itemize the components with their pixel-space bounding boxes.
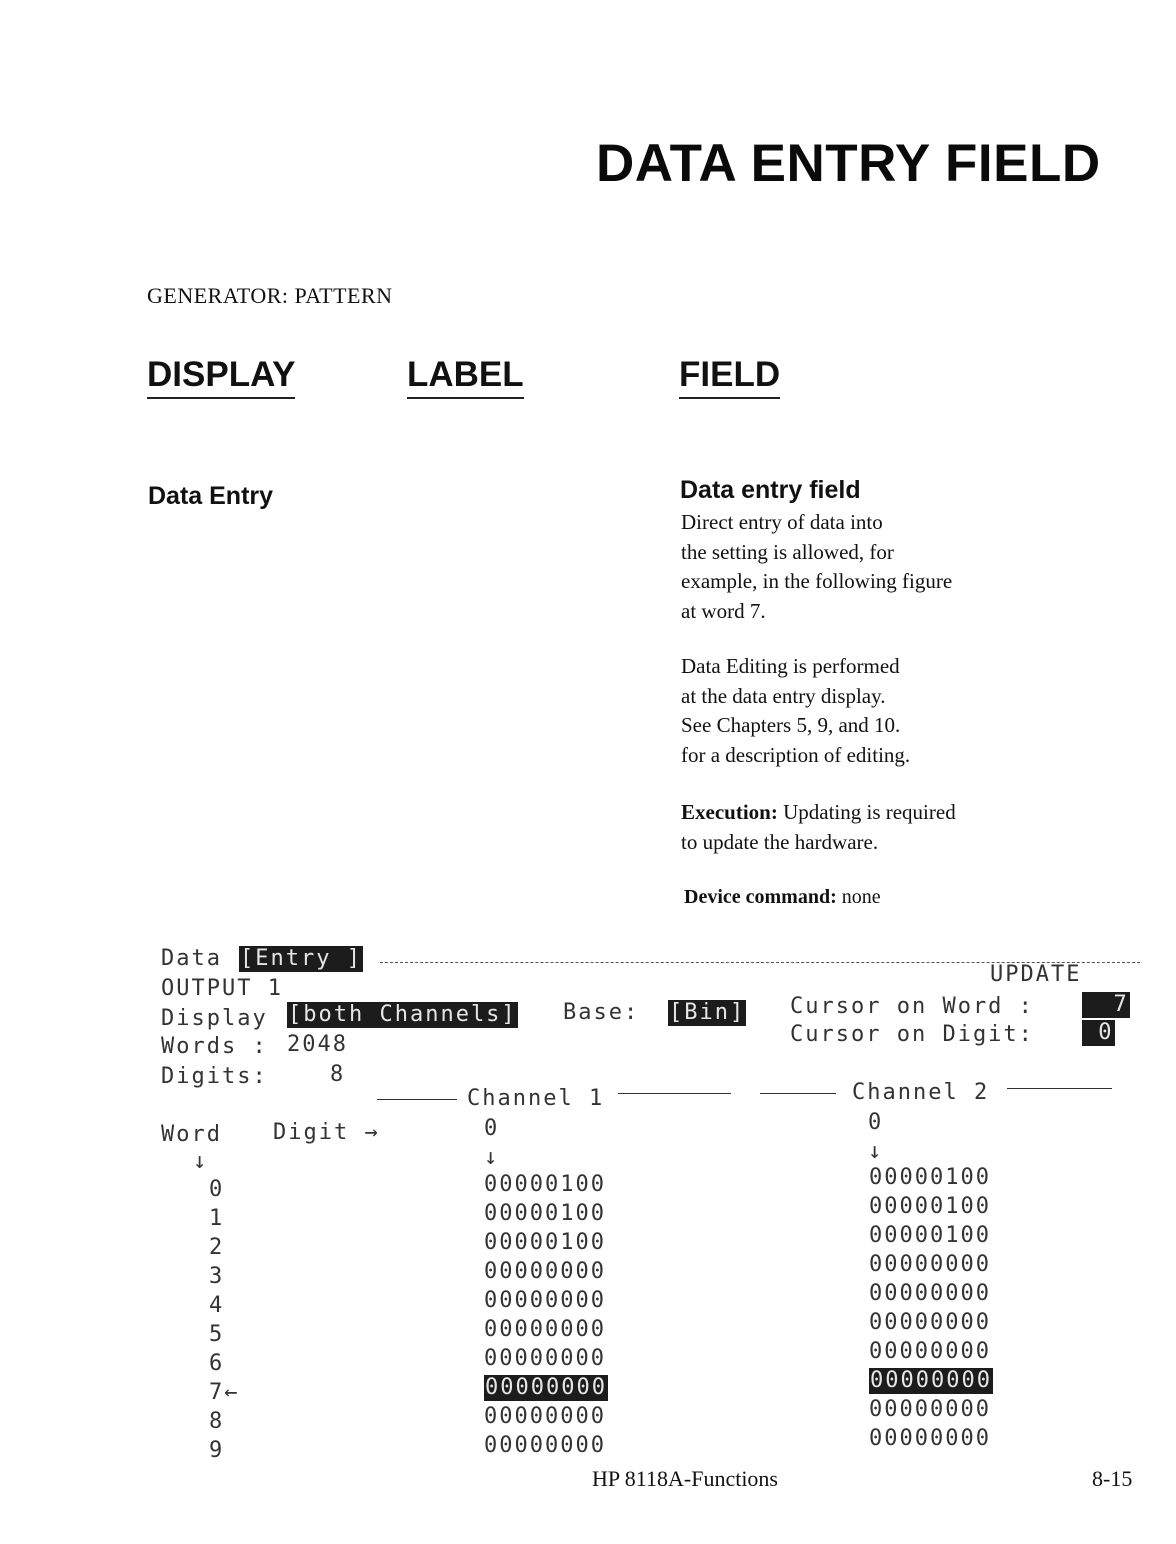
screen-display-label: Display — [161, 1006, 268, 1031]
footer-title: HP 8118A-Functions — [592, 1466, 778, 1491]
ch1-value: 00000100 — [484, 1230, 606, 1255]
screen-cursor-word-label: Cursor on Word : — [790, 994, 1034, 1019]
screen-display-value: [both Channels] — [288, 1002, 517, 1027]
page-title: DATA ENTRY FIELD — [596, 134, 1101, 193]
word-down-arrow-icon: ↓ — [193, 1149, 209, 1174]
screen-data-value: [Entry ] — [240, 946, 362, 971]
word-column-header: Word — [161, 1122, 222, 1147]
word-number: 5 — [209, 1322, 225, 1347]
channel1-digit-marker: 0 — [484, 1116, 500, 1141]
word-number: 3 — [209, 1264, 225, 1289]
digit-column-header: Digit → — [273, 1120, 380, 1145]
channel1-rule-left — [377, 1099, 457, 1100]
field-title: Data entry field — [680, 476, 861, 504]
column-header-label: LABEL — [407, 355, 524, 399]
word-number: 1 — [209, 1206, 225, 1231]
word-number: 4 — [209, 1293, 225, 1318]
ch2-value: 00000000 — [869, 1426, 991, 1451]
channel1-header: Channel 1 — [467, 1086, 605, 1111]
word-number: 2 — [209, 1235, 225, 1260]
ch2-value: 00000000 — [869, 1339, 991, 1364]
ch1-value: 00000000 — [484, 1433, 606, 1458]
display-entry-label: Data Entry — [148, 482, 274, 510]
ch1-value: 00000000 — [484, 1404, 606, 1429]
ch2-value: 00000100 — [869, 1165, 991, 1190]
channel2-down-arrow-icon: ↓ — [868, 1139, 884, 1164]
ch2-value: 00000000 — [869, 1252, 991, 1277]
ch1-value: 00000000 — [484, 1317, 606, 1342]
screen-digits-label: Digits: — [161, 1064, 268, 1089]
generator-heading: GENERATOR: PATTERN — [147, 283, 393, 308]
ch2-value: 00000100 — [869, 1223, 991, 1248]
word-number: 6 — [209, 1351, 225, 1376]
ch1-value-selected: 00000000 — [485, 1375, 607, 1400]
ch2-value: 00000000 — [869, 1310, 991, 1335]
screen-words-label: Words : — [161, 1034, 268, 1059]
ch2-value-selected: 00000000 — [870, 1368, 992, 1393]
channel2-header: Channel 2 — [852, 1080, 990, 1105]
channel1-down-arrow-icon: ↓ — [484, 1145, 500, 1170]
screen-cursor-word-value: 7 — [1083, 992, 1129, 1017]
ch2-value: 00000100 — [869, 1194, 991, 1219]
word-number: 9 — [209, 1438, 225, 1463]
page-number: 8-15 — [1092, 1466, 1133, 1491]
word-number: 8 — [209, 1409, 225, 1434]
ch1-value: 00000100 — [484, 1172, 606, 1197]
description-paragraph-2: Data Editing is performed at the data entry display. See Chapters 5, 9, and 10. for a description of editing. — [681, 654, 911, 767]
channel2-rule-right — [1007, 1088, 1112, 1089]
column-header-display: DISPLAY — [147, 355, 295, 399]
channel2-rule-left — [760, 1093, 836, 1094]
screen-cursor-digit-label: Cursor on Digit: — [790, 1022, 1034, 1047]
word-number: 0 — [209, 1177, 225, 1202]
ch1-value: 00000100 — [484, 1201, 606, 1226]
screen-base-label: Base: — [563, 1000, 640, 1025]
channel1-rule-right — [618, 1093, 731, 1094]
ch1-value: 00000000 — [484, 1346, 606, 1371]
description-paragraph-1: Direct entry of data into the setting is allowed, for example, in the following figure at word 7. — [681, 510, 953, 623]
screen-digits-value: 8 — [330, 1062, 346, 1087]
ch1-value: 00000000 — [484, 1288, 606, 1313]
column-header-field: FIELD — [679, 355, 780, 399]
ch1-value: 00000000 — [484, 1259, 606, 1284]
screen-data-label: Data — [161, 946, 222, 971]
execution-note: Execution: Updating is required to update the hardware. — [681, 800, 956, 854]
channel2-digit-marker: 0 — [868, 1110, 884, 1135]
ch2-value: 00000000 — [869, 1397, 991, 1422]
screen-cursor-digit-value: 0 — [1083, 1020, 1114, 1045]
screen-output: OUTPUT 1 — [161, 976, 283, 1001]
word-number-selected: 7← — [209, 1380, 240, 1405]
device-command-note: Device command: none — [684, 886, 881, 908]
screen-status: UPDATE — [990, 962, 1082, 987]
screen-words-value: 2048 — [287, 1032, 348, 1057]
screen-base-value: [Bin] — [669, 1000, 746, 1025]
ch2-value: 00000000 — [869, 1281, 991, 1306]
